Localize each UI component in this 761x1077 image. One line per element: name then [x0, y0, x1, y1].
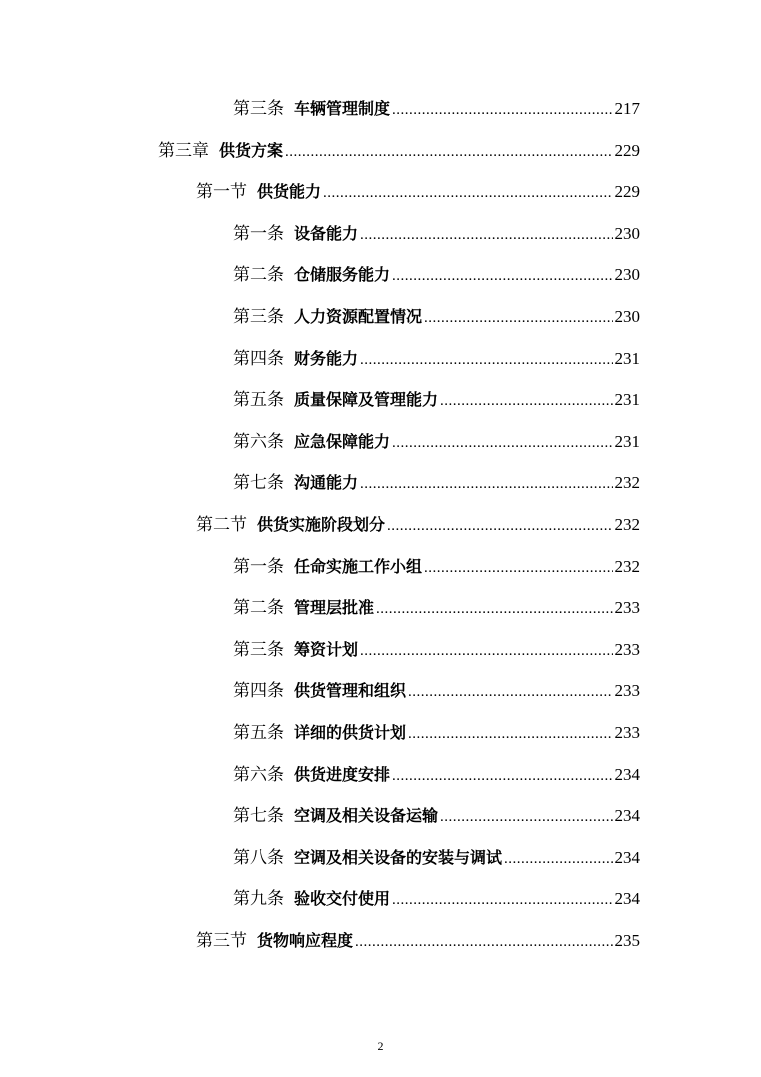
toc-entry-title: 管理层批准 — [294, 598, 375, 618]
toc-entry-title: 仓储服务能力 — [294, 265, 391, 285]
toc-entry-page: 232 — [614, 515, 640, 534]
toc-dot-leader — [360, 222, 612, 248]
toc-entry-number: 第五条 — [233, 723, 284, 742]
toc-entry-title: 详细的供货计划 — [294, 723, 407, 742]
toc-entry-title: 货物响应程度 — [257, 931, 354, 950]
toc-entry-number: 第一节 — [196, 182, 247, 202]
toc-dot-leader — [376, 596, 612, 622]
toc-entry[interactable] — [233, 637, 640, 663]
toc-entry-title: 任命实施工作小组 — [294, 556, 423, 576]
toc-entry-page: 232 — [614, 556, 640, 576]
page-number: 2 — [377, 1039, 384, 1053]
toc-entry-page: 231 — [614, 348, 640, 368]
toc-entry-number: 第一条 — [233, 223, 284, 243]
toc-entry-page: 234 — [614, 847, 640, 867]
toc-entry[interactable] — [196, 179, 640, 205]
toc-entry-page: 233 — [614, 723, 640, 742]
toc-entry-title: 供货方案 — [219, 140, 284, 160]
toc-dot-leader — [360, 638, 612, 664]
toc-dot-leader — [392, 887, 612, 913]
toc-entry-title: 设备能力 — [294, 223, 359, 243]
toc-entry-page: 232 — [614, 473, 640, 493]
toc-entry-title: 空调及相关设备运输 — [294, 806, 439, 826]
toc-entry[interactable] — [233, 470, 640, 496]
toc-entry[interactable] — [196, 928, 640, 954]
toc-entry-title: 空调及相关设备的安装与调试 — [294, 847, 503, 867]
toc-entry-number: 第五条 — [233, 390, 284, 410]
toc-dot-leader — [504, 846, 612, 872]
toc-entry-title: 车辆管理制度 — [294, 99, 391, 118]
toc-entry-title: 供货管理和组织 — [294, 681, 407, 701]
toc-entry[interactable] — [233, 554, 640, 580]
toc-entry-page: 234 — [614, 889, 640, 909]
toc-entry[interactable] — [196, 512, 640, 538]
toc-entry-number: 第三节 — [196, 931, 247, 950]
toc-entry-number: 第七条 — [233, 806, 284, 826]
toc-dot-leader — [392, 97, 612, 123]
toc-dot-leader — [440, 388, 612, 414]
toc-entry-number: 第二条 — [233, 598, 284, 618]
toc-entry-number: 第一条 — [233, 556, 284, 576]
toc-entry-title: 验收交付使用 — [294, 889, 391, 909]
toc-entry[interactable] — [233, 678, 640, 704]
toc-entry-page: 234 — [614, 764, 640, 784]
toc-entry-number: 第二条 — [233, 265, 284, 285]
toc-entry-page: 234 — [614, 806, 640, 826]
toc-entry-page: 231 — [614, 390, 640, 410]
toc-entry-title: 人力资源配置情况 — [294, 307, 423, 326]
toc-entry-title: 财务能力 — [294, 348, 359, 368]
toc-entry[interactable] — [233, 96, 640, 122]
toc-dot-leader — [408, 721, 612, 747]
toc-dot-leader — [424, 555, 612, 581]
toc-entry-number: 第四条 — [233, 348, 284, 368]
toc-entry-page: 231 — [614, 431, 640, 451]
toc-entry-number: 第二节 — [196, 515, 247, 534]
toc-entry-page: 230 — [614, 223, 640, 243]
toc-dot-leader — [285, 139, 612, 165]
toc-entry-title: 沟通能力 — [294, 473, 359, 493]
toc-entry-number: 第七条 — [233, 473, 284, 493]
toc-entry[interactable] — [233, 304, 640, 330]
toc-entry-page: 233 — [614, 598, 640, 618]
toc-entry[interactable] — [233, 221, 640, 247]
toc-dot-leader — [392, 763, 612, 789]
toc-entry-number: 第三条 — [233, 99, 284, 118]
toc-dot-leader — [355, 929, 612, 955]
toc-entry[interactable] — [233, 429, 640, 455]
toc-dot-leader — [424, 305, 612, 331]
toc-entry-number: 第三条 — [233, 639, 284, 659]
toc-entry-page: 235 — [614, 931, 640, 950]
toc-dot-leader — [387, 513, 612, 539]
toc-dot-leader — [360, 471, 612, 497]
toc-entry[interactable] — [233, 762, 640, 788]
toc-dot-leader — [392, 430, 612, 456]
toc-entry-title: 质量保障及管理能力 — [294, 390, 439, 410]
toc-entry-title: 筹资计划 — [294, 639, 359, 659]
toc-entry-number: 第九条 — [233, 889, 284, 909]
toc-entry[interactable] — [233, 720, 640, 746]
toc-entry-number: 第六条 — [233, 764, 284, 784]
toc-entry[interactable] — [233, 886, 640, 912]
toc-entry-number: 第三条 — [233, 307, 284, 326]
toc-entry-page: 229 — [614, 182, 640, 202]
toc-entry[interactable] — [233, 346, 640, 372]
toc-entry-page: 230 — [614, 307, 640, 326]
toc-entry-page: 233 — [614, 681, 640, 701]
toc-entry-title: 供货进度安排 — [294, 764, 391, 784]
toc-dot-leader — [323, 180, 612, 206]
toc-dot-leader — [360, 347, 612, 373]
toc-entry-title: 供货实施阶段划分 — [257, 515, 386, 534]
toc-entry-page: 229 — [614, 140, 640, 160]
toc-entry[interactable] — [158, 138, 640, 164]
toc-dot-leader — [408, 679, 612, 705]
toc-entry-number: 第三章 — [158, 140, 209, 160]
toc-entry-page: 230 — [614, 265, 640, 285]
toc-entry[interactable] — [233, 845, 640, 871]
toc-entry[interactable] — [233, 262, 640, 288]
toc-entry-number: 第八条 — [233, 847, 284, 867]
toc-entry[interactable] — [233, 803, 640, 829]
toc-dot-leader — [392, 263, 612, 289]
toc-entry-page: 233 — [614, 639, 640, 659]
toc-entry-number: 第四条 — [233, 681, 284, 701]
toc-entry-title: 供货能力 — [257, 182, 322, 202]
toc-entry-page: 217 — [614, 99, 640, 118]
toc-dot-leader — [440, 804, 612, 830]
toc-entry[interactable] — [233, 387, 640, 413]
toc-entry[interactable] — [233, 595, 640, 621]
toc-entry-number: 第六条 — [233, 431, 284, 451]
toc-entry-title: 应急保障能力 — [294, 431, 391, 451]
